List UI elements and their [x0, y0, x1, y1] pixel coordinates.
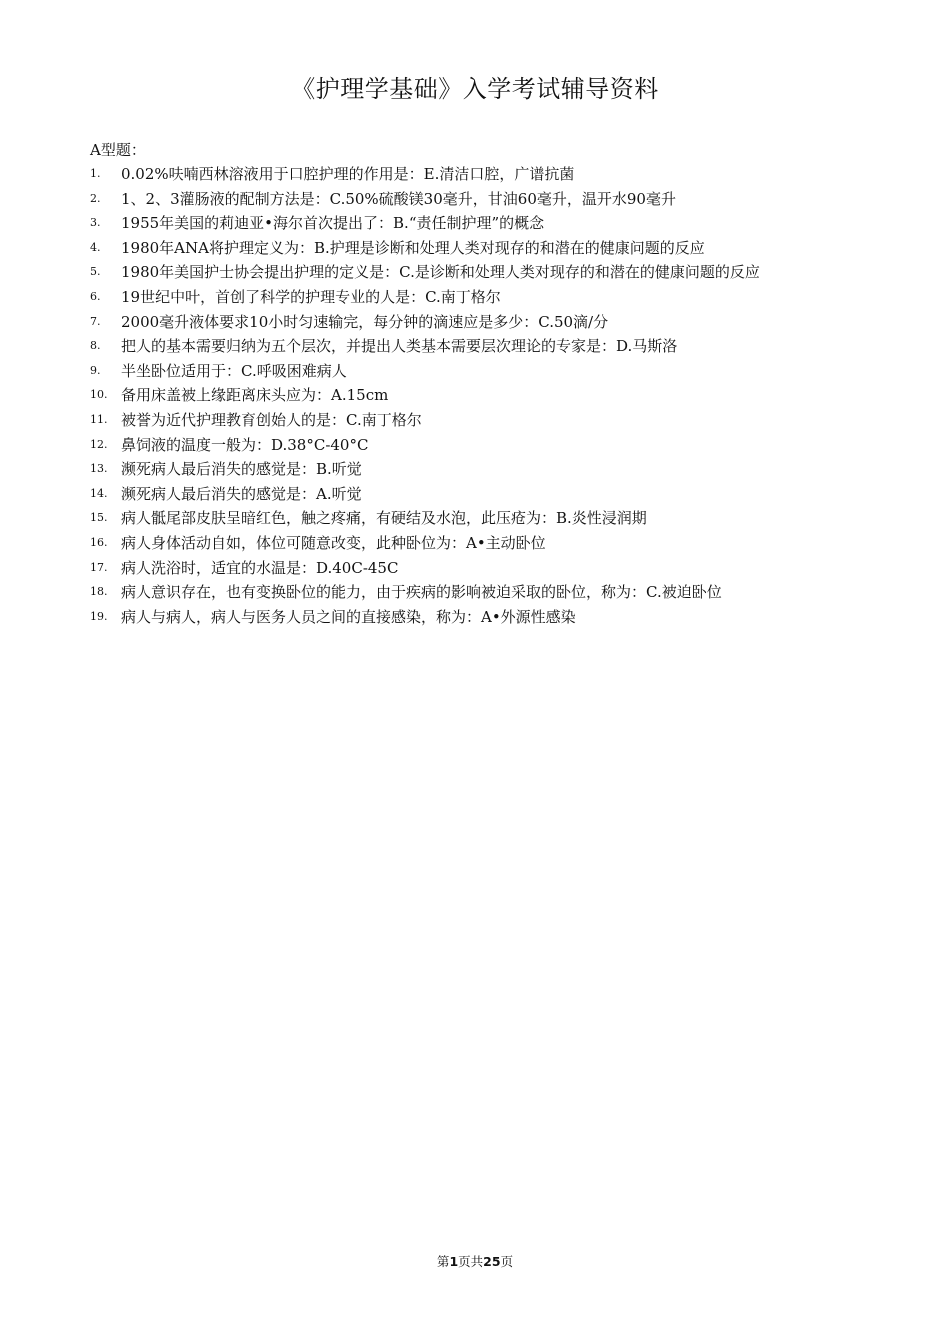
question-number: 5.: [90, 265, 101, 279]
question-text: 濒死病人最后消失的感觉是：B.听觉: [121, 460, 362, 479]
question-number: 4.: [90, 240, 101, 254]
page-title: 《护理学基础》入学考试辅导资料: [291, 75, 659, 103]
question-text: 鼻饲液的温度一般为：D.38°C-40°C: [121, 435, 369, 454]
question-number: 8.: [90, 339, 101, 353]
question-item: [0, 408, 950, 433]
question-text: 半坐卧位适用于：C.呼吸困难病人: [121, 361, 347, 380]
question-item: [0, 162, 950, 187]
question-item: [0, 260, 950, 285]
question-text: 病人意识存在，也有变换卧位的能力，由于疾病的影响被迫采取的卧位，称为：C.被迫卧位: [121, 583, 722, 602]
question-list: [0, 162, 950, 629]
page-footer: [0, 1253, 950, 1271]
question-item: [0, 433, 950, 458]
question-number: 13.: [90, 462, 108, 476]
question-item: [0, 457, 950, 482]
question-number: 18.: [90, 585, 108, 599]
question-text: 病人骶尾部皮肤呈暗红色，触之疼痛，有硬结及水泡，此压疮为：B.炎性浸润期: [121, 509, 647, 528]
question-item: [0, 334, 950, 359]
question-number: 12.: [90, 437, 108, 451]
question-text: 被誉为近代护理教育创始人的是：C.南丁格尔: [121, 410, 422, 429]
question-item: [0, 211, 950, 236]
question-item: [0, 236, 950, 261]
question-number: 16.: [90, 535, 108, 549]
footer-middle: 页共: [458, 1254, 484, 1269]
question-item: [0, 531, 950, 556]
question-number: 17.: [90, 560, 108, 574]
question-item: [0, 359, 950, 384]
question-number: 6.: [90, 289, 101, 303]
question-number: 1.: [90, 167, 101, 180]
footer-prefix: 第: [436, 1254, 450, 1269]
question-text: 把人的基本需要归纳为五个层次，并提出人类基本需要层次理论的专家是：D.马斯洛: [121, 337, 678, 356]
question-item: [0, 187, 950, 212]
question-number: 19.: [90, 609, 108, 623]
footer-total-pages: 25: [483, 1254, 501, 1269]
question-number: 3.: [90, 216, 101, 230]
question-number: 10.: [90, 388, 108, 402]
question-text: 0.02%呋喃西林溶液用于口腔护理的作用是：E.清洁口腔，广谱抗菌: [121, 165, 575, 183]
question-text: 濒死病人最后消失的感觉是：A.听觉: [121, 484, 362, 503]
question-item: [0, 556, 950, 581]
question-text: 1955年美国的莉迪亚•海尔首次提出了：B.“责任制护理”的概念: [121, 214, 545, 233]
question-item: [0, 580, 950, 605]
question-text: 病人身体活动自如，体位可随意改变，此种卧位为：A•主动卧位: [121, 533, 546, 552]
question-number: 9.: [90, 363, 101, 377]
question-item: [0, 285, 950, 310]
question-text: 19世纪中叶，首创了科学的护理专业的人是：C.南丁格尔: [121, 287, 501, 306]
question-item: [0, 605, 950, 630]
question-item: [0, 506, 950, 531]
question-text: 1980年美国护士协会提出护理的定义是：C.是诊断和处理人类对现存的和潜在的健康问题的反应: [121, 263, 760, 282]
question-number: 14.: [90, 486, 108, 500]
footer-current-page: 1: [449, 1254, 459, 1269]
question-number: 2.: [90, 191, 101, 205]
question-text: 2000毫升液体要求10小时匀速输完，每分钟的滴速应是多少：C.50滴/分: [121, 312, 609, 331]
question-text: 备用床盖被上缘距离床头应为：A.15cm: [121, 386, 389, 405]
question-item: [0, 482, 950, 507]
question-text: 病人洗浴时，适宜的水温是：D.40C-45C: [121, 558, 399, 577]
question-text: 1、2、3灌肠液的配制方法是：C.50%硫酸镁30毫升，甘油60毫升，温开水90毫升: [121, 189, 676, 208]
question-number: 15.: [90, 511, 108, 525]
question-number: 11.: [90, 412, 108, 426]
section-heading: A型题：: [90, 141, 146, 159]
question-text: 1980年ANA将护理定义为：B.护理是诊断和处理人类对现存的和潜在的健康问题的反应: [121, 238, 705, 257]
question-number: 7.: [90, 314, 101, 328]
footer-suffix: 页: [500, 1254, 514, 1269]
question-item: [0, 383, 950, 408]
question-item: [0, 310, 950, 335]
question-text: 病人与病人，病人与医务人员之间的直接感染，称为：A•外源性感染: [121, 607, 576, 626]
